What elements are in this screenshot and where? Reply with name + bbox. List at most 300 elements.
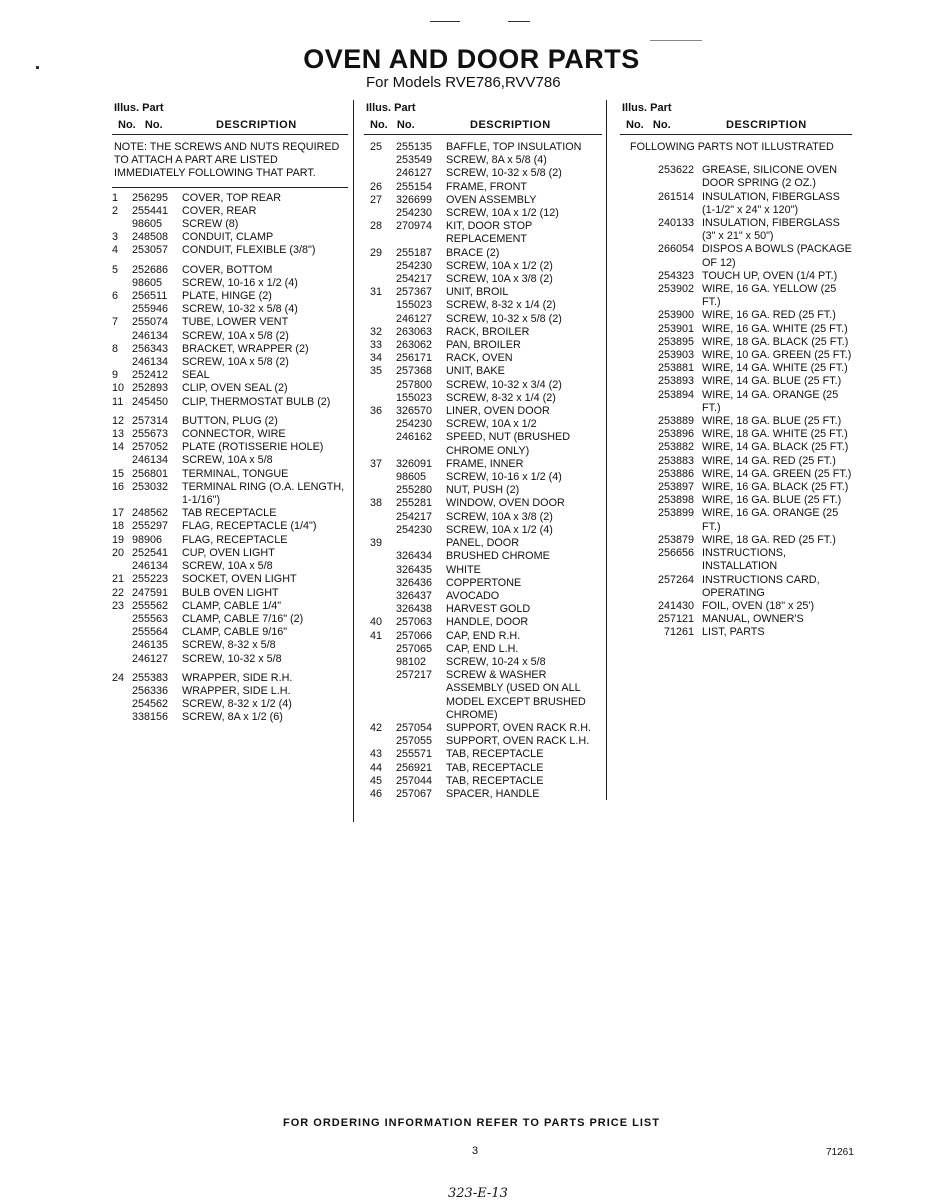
list-item xyxy=(364,497,602,510)
part-number: 240133 xyxy=(657,217,694,230)
part-number: 257800 xyxy=(396,378,433,391)
list-item xyxy=(112,356,348,369)
part-number: 253881 xyxy=(657,362,694,375)
parts-column-2 xyxy=(364,100,602,801)
part-number: 255383 xyxy=(132,671,169,684)
illus-number: 13 xyxy=(112,428,125,441)
part-number: 257121 xyxy=(657,613,694,626)
parts-list xyxy=(620,164,852,639)
part-number: 256511 xyxy=(132,290,168,303)
list-item xyxy=(364,788,602,801)
part-description: INSTRUCTIONS CARD, OPERATING xyxy=(702,573,820,599)
part-number: 254230 xyxy=(396,418,433,431)
part-description: COVER, TOP REAR xyxy=(182,191,282,204)
part-description: SCREW, 10A x 5/8 (2) xyxy=(182,329,289,342)
part-number: 253883 xyxy=(657,454,694,467)
part-number: 257052 xyxy=(132,441,169,454)
illus-number: 15 xyxy=(112,467,125,480)
part-description: HANDLE, DOOR xyxy=(446,616,529,629)
part-description: TOUCH UP, OVEN (1/4 PT.) xyxy=(702,269,838,282)
list-item xyxy=(112,626,348,639)
part-description: COVER, REAR xyxy=(182,204,257,217)
list-item xyxy=(112,343,348,356)
illus-number: 25 xyxy=(370,141,383,153)
list-item xyxy=(364,537,602,550)
list-item xyxy=(112,653,348,666)
illus-number: 10 xyxy=(112,382,125,395)
part-description: WIRE, 18 GA. BLUE (25 FT.) xyxy=(702,415,842,428)
part-description: BULB OVEN LIGHT xyxy=(182,586,279,599)
illus-number: 26 xyxy=(370,180,383,193)
part-number: 252412 xyxy=(132,369,169,382)
illus-number: 18 xyxy=(112,520,125,533)
illus-number: 38 xyxy=(370,497,383,510)
part-description: HARVEST GOLD xyxy=(446,603,531,616)
list-item xyxy=(364,431,602,457)
part-description: BRUSHED CHROME xyxy=(446,550,550,563)
part-number: 257368 xyxy=(396,365,433,378)
part-description: WIRE, 16 GA. BLUE (25 FT.) xyxy=(702,494,842,507)
list-item xyxy=(112,639,348,652)
illus-number: 43 xyxy=(370,748,383,761)
illus-number: 2 xyxy=(112,204,119,217)
part-description: WIRE, 16 GA. BLACK (25 FT.) xyxy=(702,481,849,494)
list-item xyxy=(112,613,348,626)
illus-number: 40 xyxy=(370,616,383,629)
part-number: 253899 xyxy=(657,507,694,520)
parts-list xyxy=(112,192,348,725)
part-number: 263062 xyxy=(396,339,433,352)
list-item xyxy=(364,379,602,392)
list-item xyxy=(112,560,348,573)
list-item xyxy=(112,192,348,205)
part-description: DISPOS A BOWLS (PACKAGE OF 12) xyxy=(702,243,852,269)
list-item xyxy=(364,577,602,590)
scan-speck xyxy=(650,40,702,41)
list-item xyxy=(620,494,852,507)
part-description: TERMINAL, TONGUE xyxy=(182,467,289,480)
not-illustrated-heading: FOLLOWING PARTS NOT ILLUSTRATED xyxy=(630,141,834,153)
page-title: OVEN AND DOOR PARTS xyxy=(303,44,640,74)
parts-column-3 xyxy=(620,100,852,640)
part-number: 255946 xyxy=(132,303,169,316)
header-no: No. No. xyxy=(118,119,163,131)
part-number: 246135 xyxy=(132,639,169,652)
column-header xyxy=(620,100,852,135)
part-number: 246134 xyxy=(132,356,169,369)
part-number: 71261 xyxy=(663,626,694,639)
part-description: CONDUIT, CLAMP xyxy=(182,231,274,244)
part-number: 326699 xyxy=(396,193,433,206)
illus-number: 8 xyxy=(112,342,119,355)
list-item xyxy=(364,550,602,563)
part-number: 255564 xyxy=(132,626,169,639)
part-number: 253901 xyxy=(657,322,694,335)
illus-number: 7 xyxy=(112,316,119,329)
list-item xyxy=(620,375,852,388)
part-description: CLIP, THERMOSTAT BULB (2) xyxy=(182,395,331,408)
list-item xyxy=(364,458,602,471)
page-number: 3 xyxy=(472,1145,479,1157)
illus-number: 39 xyxy=(370,537,383,550)
note-divider xyxy=(112,187,348,188)
part-description: CONDUIT, FLEXIBLE (3/8") xyxy=(182,244,316,257)
illus-number: 36 xyxy=(370,405,383,418)
part-number: 253900 xyxy=(657,309,694,322)
illus-number: 44 xyxy=(370,761,383,774)
part-number: 155023 xyxy=(396,391,433,404)
part-number: 338156 xyxy=(132,711,169,724)
part-number: 256343 xyxy=(132,342,169,355)
list-item xyxy=(620,547,852,573)
part-description: BRACE (2) xyxy=(446,246,500,259)
part-description: COVER, BOTTOM xyxy=(182,263,273,276)
illus-number: 17 xyxy=(112,507,125,520)
part-description: PLATE, HINGE (2) xyxy=(182,290,272,303)
part-description: SPEED, NUT (BRUSHED CHROME ONLY) xyxy=(446,431,570,457)
part-description: SCREW, 10-32 x 5/8 (2) xyxy=(446,312,562,325)
illus-number: 1 xyxy=(112,191,119,204)
part-description: WIRE, 10 GA. GREEN (25 FT.) xyxy=(702,349,852,362)
part-number: 98102 xyxy=(396,655,427,668)
part-number: 245450 xyxy=(132,395,169,408)
list-item xyxy=(364,722,602,735)
page-subtitle: For Models RVE786,RVV786 xyxy=(366,74,561,91)
part-description: WIRE, 14 GA. ORANGE (25 FT.) xyxy=(702,388,839,414)
part-number: 253549 xyxy=(396,154,433,167)
part-number: 257063 xyxy=(396,616,433,629)
illus-number: 34 xyxy=(370,352,383,365)
header-description: DESCRIPTION xyxy=(470,119,551,131)
list-item xyxy=(364,405,602,418)
header-illus-part: Illus. Part xyxy=(114,102,164,114)
list-item xyxy=(112,382,348,395)
part-number: 253898 xyxy=(657,494,694,507)
part-number: 255563 xyxy=(132,612,169,625)
part-number: 255562 xyxy=(132,599,169,612)
part-number: 98605 xyxy=(396,471,427,484)
part-description: SCREW, 8-32 x 1/4 (2) xyxy=(446,391,556,404)
part-description: SCREW, 8-32 x 5/8 xyxy=(182,639,276,652)
illus-number: 12 xyxy=(112,414,125,427)
part-description: WRAPPER, SIDE R.H. xyxy=(182,671,293,684)
list-item xyxy=(112,330,348,343)
list-item xyxy=(620,323,852,336)
part-number: 256921 xyxy=(396,761,433,774)
list-item xyxy=(112,672,348,685)
list-item xyxy=(364,365,602,378)
illus-number: 16 xyxy=(112,480,125,493)
part-number: 254217 xyxy=(396,273,433,286)
part-description: WIRE, 16 GA. YELLOW (25 FT.) xyxy=(702,283,837,309)
list-item xyxy=(364,286,602,299)
list-item xyxy=(364,273,602,286)
part-number: 270974 xyxy=(396,220,433,233)
list-item xyxy=(620,468,852,481)
part-description: TAB, RECEPTACLE xyxy=(446,774,544,787)
part-number: 253889 xyxy=(657,415,694,428)
part-number: 253895 xyxy=(657,335,694,348)
list-item xyxy=(112,277,348,290)
illus-number: 9 xyxy=(112,369,119,382)
document-code: 71261 xyxy=(826,1147,854,1158)
column-header xyxy=(364,100,602,135)
illus-number: 6 xyxy=(112,290,119,303)
part-description: SCREW, 10A x 1/2 (4) xyxy=(446,523,553,536)
list-item xyxy=(364,616,602,629)
part-description: BAFFLE, TOP INSULATION xyxy=(446,141,582,153)
part-number: 326437 xyxy=(396,589,433,602)
list-item xyxy=(112,711,348,724)
part-number: 326436 xyxy=(396,576,433,589)
list-item xyxy=(364,392,602,405)
part-number: 246127 xyxy=(396,312,433,325)
part-number: 253886 xyxy=(657,467,694,480)
list-item xyxy=(620,415,852,428)
list-item xyxy=(620,164,852,190)
list-item xyxy=(620,309,852,322)
part-number: 253882 xyxy=(657,441,694,454)
list-item xyxy=(364,141,602,154)
part-number: 246134 xyxy=(132,454,169,467)
part-description: UNIT, BAKE xyxy=(446,365,505,378)
list-item xyxy=(112,205,348,218)
part-description: BRACKET, WRAPPER (2) xyxy=(182,342,309,355)
list-item xyxy=(112,468,348,481)
list-item xyxy=(112,534,348,547)
part-description: WIRE, 18 GA. BLACK (25 FT.) xyxy=(702,335,849,348)
list-item xyxy=(364,339,602,352)
part-description: SPACER, HANDLE xyxy=(446,787,540,800)
part-number: 326091 xyxy=(396,457,433,470)
part-description: WIRE, 14 GA. BLUE (25 FT.) xyxy=(702,375,842,388)
part-number: 253879 xyxy=(657,533,694,546)
list-item xyxy=(112,520,348,533)
part-description: SCREW, 10-16 x 1/2 (4) xyxy=(182,276,298,289)
part-description: WHITE xyxy=(446,563,481,576)
part-number: 254230 xyxy=(396,259,433,272)
part-description: FRAME, INNER xyxy=(446,457,524,470)
part-description: SCREW, 10-16 x 1/2 (4) xyxy=(446,471,562,484)
list-item xyxy=(112,573,348,586)
illus-number: 20 xyxy=(112,546,125,559)
list-item xyxy=(364,207,602,220)
part-description: SCREW, 10A x 3/8 (2) xyxy=(446,273,553,286)
list-item xyxy=(620,243,852,269)
part-description: PANEL, DOOR xyxy=(446,537,519,550)
part-description: SCREW, 10-32 x 3/4 (2) xyxy=(446,378,562,391)
part-description: CLAMP, CABLE 1/4" xyxy=(182,599,282,612)
part-number: 326434 xyxy=(396,550,433,563)
part-description: CLAMP, CABLE 7/16" (2) xyxy=(182,612,304,625)
part-description: WIRE, 14 GA. WHITE (25 FT.) xyxy=(702,362,848,375)
illus-number: 28 xyxy=(370,220,383,233)
part-description: SUPPORT, OVEN RACK L.H. xyxy=(446,735,590,748)
illus-number: 31 xyxy=(370,286,383,299)
list-item xyxy=(620,441,852,454)
illus-number: 27 xyxy=(370,193,383,206)
part-number: 252686 xyxy=(132,263,169,276)
part-number: 257264 xyxy=(657,573,694,586)
illus-number: 4 xyxy=(112,244,119,257)
column-header xyxy=(112,100,348,135)
part-description: PAN, BROILER xyxy=(446,339,521,352)
part-description: WIRE, 16 GA. WHITE (25 FT.) xyxy=(702,322,848,335)
list-item xyxy=(112,587,348,600)
part-number: 253894 xyxy=(657,388,694,401)
part-number: 254323 xyxy=(657,269,694,282)
parts-column-1 xyxy=(112,100,348,725)
part-number: 255280 xyxy=(396,484,433,497)
part-number: 253622 xyxy=(657,164,694,177)
part-number: 255441 xyxy=(132,204,169,217)
part-number: 255223 xyxy=(132,573,169,586)
list-item xyxy=(112,231,348,244)
part-description: WIRE, 14 GA. GREEN (25 FT.) xyxy=(702,467,852,480)
list-item xyxy=(112,600,348,613)
list-item xyxy=(112,547,348,560)
part-description: OVEN ASSEMBLY xyxy=(446,193,537,206)
part-number: 255297 xyxy=(132,520,169,533)
part-description: SCREW, 8A x 1/2 (6) xyxy=(182,711,283,724)
list-item xyxy=(364,630,602,643)
part-number: 253032 xyxy=(132,480,169,493)
part-description: TUBE, LOWER VENT xyxy=(182,316,289,329)
part-description: LINER, OVEN DOOR xyxy=(446,405,550,418)
list-item xyxy=(620,191,852,217)
part-number: 257065 xyxy=(396,642,433,655)
list-item xyxy=(364,511,602,524)
part-description: WIRE, 18 GA. WHITE (25 FT.) xyxy=(702,428,848,441)
part-description: PLATE (ROTISSERIE HOLE) xyxy=(182,441,324,454)
list-item xyxy=(112,454,348,467)
header-no: No. No. xyxy=(370,119,415,131)
part-description: FLAG, RECEPTACLE xyxy=(182,533,288,546)
part-number: 257054 xyxy=(396,721,433,734)
part-number: 326570 xyxy=(396,405,433,418)
part-number: 246127 xyxy=(132,652,169,665)
illus-number: 5 xyxy=(112,263,119,276)
part-number: 256656 xyxy=(657,547,694,560)
part-number: 255135 xyxy=(396,141,433,153)
part-number: 246127 xyxy=(396,167,433,180)
part-number: 256336 xyxy=(132,684,169,697)
part-description: WRAPPER, SIDE L.H. xyxy=(182,684,291,697)
illus-number: 29 xyxy=(370,246,383,259)
list-item xyxy=(364,564,602,577)
part-number: 248508 xyxy=(132,231,169,244)
part-number: 253902 xyxy=(657,283,694,296)
part-description: TAB, RECEPTACLE xyxy=(446,761,544,774)
part-number: 255074 xyxy=(132,316,169,329)
part-number: 255187 xyxy=(396,246,433,259)
part-description: MANUAL, OWNER'S xyxy=(702,613,804,626)
part-number: 155023 xyxy=(396,299,433,312)
part-description: TERMINAL RING (O.A. LENGTH, 1-1/16") xyxy=(182,480,345,507)
list-item xyxy=(112,415,348,428)
list-item xyxy=(364,471,602,484)
part-description: SCREW, 8-32 x 1/2 (4) xyxy=(182,698,292,711)
illus-number: 24 xyxy=(112,671,125,684)
illus-number: 11 xyxy=(112,395,124,408)
part-number: 257367 xyxy=(396,286,433,299)
list-item xyxy=(620,574,852,600)
part-number: 261514 xyxy=(657,190,694,203)
list-item xyxy=(112,441,348,454)
part-description: WIRE, 14 GA. RED (25 FT.) xyxy=(702,454,836,467)
part-number: 257055 xyxy=(396,735,433,748)
part-description: SOCKET, OVEN LIGHT xyxy=(182,573,297,586)
illus-number: 45 xyxy=(370,774,383,787)
part-number: 241430 xyxy=(657,599,694,612)
list-item xyxy=(620,362,852,375)
list-item xyxy=(112,396,348,409)
part-number: 256171 xyxy=(396,352,433,365)
list-item xyxy=(364,299,602,312)
part-number: 254230 xyxy=(396,207,433,220)
illus-number: 22 xyxy=(112,586,125,599)
parts-list xyxy=(364,141,602,801)
header-no: No. No. xyxy=(626,119,671,131)
part-description: SCREW, 10A x 5/8 (2) xyxy=(182,356,289,369)
list-item xyxy=(364,524,602,537)
column-divider-left xyxy=(353,100,354,822)
illus-number: 35 xyxy=(370,365,383,378)
list-item xyxy=(364,181,602,194)
list-item xyxy=(364,352,602,365)
part-number: 98605 xyxy=(132,218,163,231)
part-number: 257314 xyxy=(132,414,169,427)
part-description: SCREW, 10A x 1/2 (12) xyxy=(446,207,559,220)
part-number: 257066 xyxy=(396,629,433,642)
part-description: WIRE, 14 GA. BLACK (25 FT.) xyxy=(702,441,849,454)
illus-number: 32 xyxy=(370,325,383,338)
part-description: WIRE, 16 GA. RED (25 FT.) xyxy=(702,309,836,322)
illus-number: 21 xyxy=(112,573,125,586)
list-item xyxy=(112,685,348,698)
part-number: 255154 xyxy=(396,180,433,193)
list-item xyxy=(364,775,602,788)
list-item xyxy=(364,154,602,167)
part-description: UNIT, BROIL xyxy=(446,286,509,299)
part-description: SCREW, 10A x 1/2 xyxy=(446,418,537,431)
part-description: FRAME, FRONT xyxy=(446,180,527,193)
header-description: DESCRIPTION xyxy=(216,119,297,131)
part-number: 246162 xyxy=(396,431,433,444)
list-item xyxy=(112,244,348,257)
part-number: 248562 xyxy=(132,507,169,520)
illus-number: 37 xyxy=(370,457,383,470)
part-description: SCREW, 8-32 x 1/4 (2) xyxy=(446,299,556,312)
part-description: FLAG, RECEPTACLE (1/4") xyxy=(182,520,317,533)
part-description: WIRE, 18 GA. RED (25 FT.) xyxy=(702,533,836,546)
part-description: SCREW, 10A x 1/2 (2) xyxy=(446,259,553,272)
part-description: SCREW, 10A x 5/8 xyxy=(182,454,273,467)
list-item xyxy=(112,698,348,711)
part-description: SCREW, 10-32 x 5/8 (4) xyxy=(182,303,298,316)
part-number: 256801 xyxy=(132,467,169,480)
scan-speck xyxy=(36,66,39,69)
part-description: CAP, END L.H. xyxy=(446,642,519,655)
part-description: CONNECTOR, WIRE xyxy=(182,428,286,441)
part-number: 257067 xyxy=(396,787,433,800)
part-number: 253903 xyxy=(657,349,694,362)
list-item xyxy=(620,270,852,283)
illus-number: 41 xyxy=(370,629,383,642)
illus-number: 33 xyxy=(370,339,383,352)
part-description: SCREW, 10-24 x 5/8 xyxy=(446,655,546,668)
part-number: 98906 xyxy=(132,533,163,546)
